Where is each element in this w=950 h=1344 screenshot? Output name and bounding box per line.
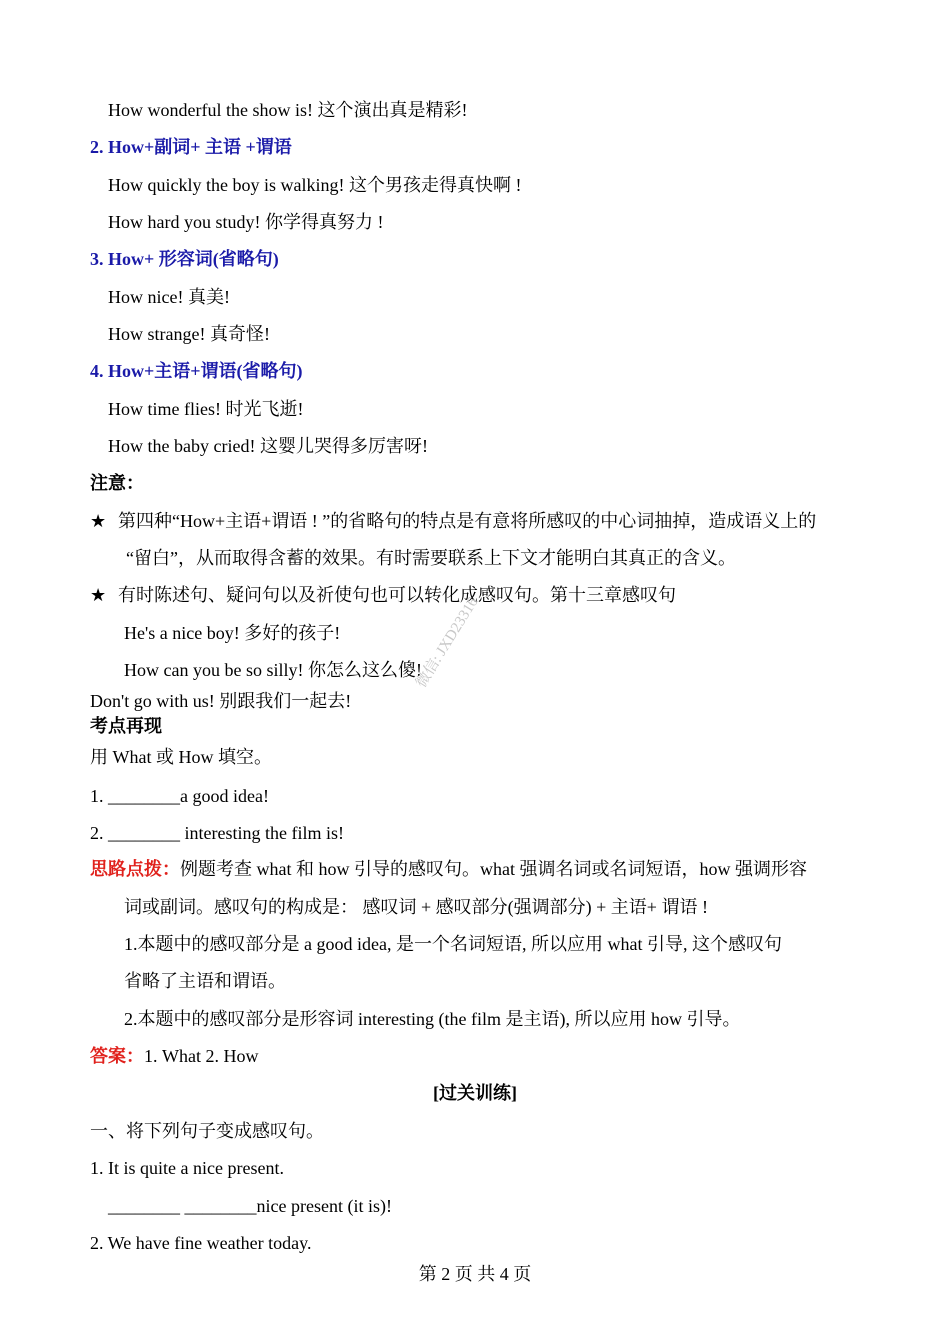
hint-line: 省略了主语和谓语。	[124, 971, 286, 991]
example-line: How strange! 真奇怪!	[108, 324, 270, 344]
note-item: ★ 第四种“How+主语+谓语 ! ”的省略句的特点是有意将所感叹的中心词抽掉，造成语义上的	[90, 511, 817, 531]
hint-label: 思路点拨：	[90, 859, 180, 879]
example-line: How wonderful the show is! 这个演出真是精彩!	[108, 100, 468, 120]
exercise-item: 2. We have fine weather today.	[90, 1233, 312, 1253]
hint-line: 2.本题中的感叹部分是形容词 interesting (the film 是主语), 所以应用 how 引导。	[124, 1009, 741, 1029]
exercise-item: 1. It is quite a nice present.	[90, 1158, 284, 1178]
training-title: [过关训练]	[433, 1083, 517, 1103]
answer-line: 答案：1. What 2. How	[90, 1046, 259, 1066]
example-line: He's a nice boy! 多好的孩子!	[124, 623, 341, 643]
note-item-continued: “留白”，从而取得含蓄的效果。有时需要联系上下文才能明白其真正的含义。	[126, 548, 736, 568]
heading-how-adverb: 2. How+副词+ 主语 +谓语	[90, 137, 292, 157]
example-line: How the baby cried! 这婴儿哭得多厉害呀!	[108, 436, 428, 456]
star-icon: ★	[90, 511, 107, 531]
star-icon: ★	[90, 585, 107, 605]
example-line: Don't go with us! 别跟我们一起去!	[90, 691, 352, 711]
question-1: 1. ________a good idea!	[90, 786, 269, 806]
exercise-title: 一、将下列句子变成感叹句。	[90, 1121, 324, 1141]
section-title: 考点再现	[90, 716, 162, 736]
watermark: 微信: JXD23316	[413, 594, 482, 691]
heading-how-subject-predicate: 4. How+主语+谓语(省略句)	[90, 361, 303, 381]
exercise-blank: ________ ________nice present (it is)!	[108, 1196, 392, 1216]
instruction: 用 What 或 How 填空。	[90, 747, 272, 767]
example-line: How quickly the boy is walking! 这个男孩走得真快啊 !	[108, 175, 522, 195]
question-2: 2. ________ interesting the film is!	[90, 823, 344, 843]
page-footer: 第 2 页 共 4 页	[418, 1264, 532, 1284]
example-line: How hard you study! 你学得真努力 !	[108, 212, 384, 232]
example-line: How nice! 真美!	[108, 287, 230, 307]
note-item: ★ 有时陈述句、疑问句以及祈使句也可以转化成感叹句。第十三章感叹句	[90, 585, 676, 605]
hint-line: 词或副词。感叹句的构成是： 感叹词 + 感叹部分(强调部分) + 主语+ 谓语 !	[124, 897, 708, 917]
hint-line: 1.本题中的感叹部分是 a good idea, 是一个名词短语, 所以应用 what 引导, 这个感叹句	[124, 934, 782, 954]
example-line: How can you be so silly! 你怎么这么傻!	[124, 660, 422, 680]
heading-how-adjective: 3. How+ 形容词(省略句)	[90, 249, 279, 269]
note-title: 注意：	[90, 473, 144, 493]
hint-line: 思路点拨：例题考查 what 和 how 引导的感叹句。what 强调名词或名词短语，how 强调形容	[90, 859, 807, 879]
example-line: How time flies! 时光飞逝!	[108, 399, 304, 419]
answer-label: 答案：	[90, 1046, 144, 1066]
